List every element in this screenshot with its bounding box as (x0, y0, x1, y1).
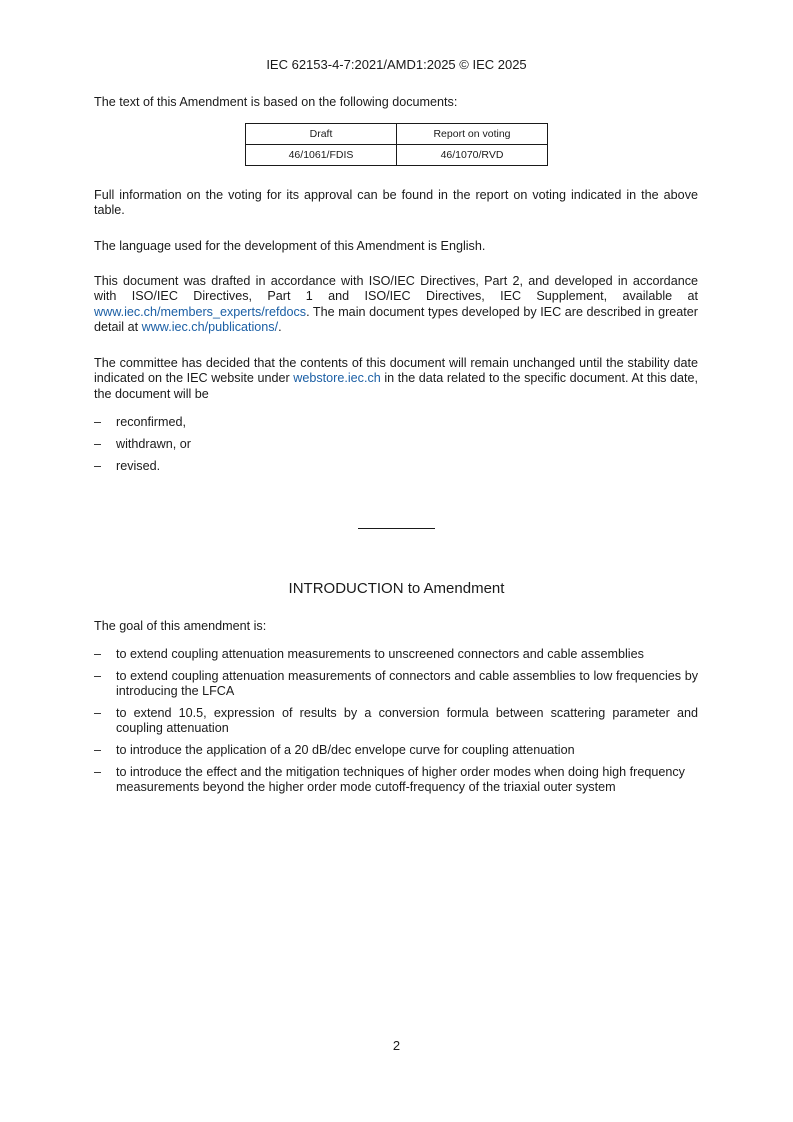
intro-line: The text of this Amendment is based on the following documents: (94, 95, 458, 109)
table-cell-report: 46/1070/RVD (397, 145, 548, 166)
table-header-draft: Draft (246, 124, 397, 145)
list-item: – withdrawn, or (94, 437, 191, 451)
list-item: – to extend 10.5, expression of results by a conversion formula between scattering parameter and coupling attenuation (94, 705, 698, 736)
table-cell-draft: 46/1061/FDIS (246, 145, 397, 166)
list-item: – revised. (94, 459, 161, 473)
voting-documents-table (245, 123, 548, 166)
separator-line (358, 528, 435, 529)
list-item: – to extend coupling attenuation measurements of connectors and cable assemblies to low frequencies by introducing the LFCA (94, 668, 698, 699)
goal-line: The goal of this amendment is: (94, 619, 267, 633)
introduction-heading: INTRODUCTION to Amendment (288, 580, 505, 597)
publications-link[interactable]: www.iec.ch/publications/ (141, 320, 279, 335)
list-item: – to introduce the effect and the mitigation techniques of higher order modes when doing high frequency measurements beyond the higher order mode cutoff-frequency of the triaxial outer system (94, 764, 685, 795)
voting-info-paragraph: Full information on the voting for its approval can be found in the report on voting indicated in the above table. (94, 188, 698, 218)
committee-paragraph: The committee has decided that the contents of this document will remain unchanged until the stability date indicated on the IEC website under webstore.iec.ch in the data related to the specific document. At this date, the document will be (94, 356, 699, 401)
drafted-paragraph: This document was drafted in accordance with ISO/IEC Directives, Part 2, and developed in accordance with ISO/IEC Directives, Part 1 and ISO/IEC Directives, IEC Supplement, available at www.iec.ch/members_experts/refdocs. The main document types developed by IEC are described in greater detail at www.iec.ch/publications/. (94, 274, 698, 335)
page-number: 2 (392, 1038, 401, 1053)
page-header: IEC 62153-4-7:2021/AMD1:2025 © IEC 2025 (266, 57, 527, 72)
webstore-link[interactable]: webstore.iec.ch (293, 371, 381, 386)
list-item: – reconfirmed, (94, 415, 186, 429)
table-row (246, 145, 548, 166)
refdocs-link[interactable]: www.iec.ch/members_experts/refdocs (94, 304, 307, 319)
list-item: – to extend coupling attenuation measurements to unscreened connectors and cable assemblies (94, 647, 644, 661)
list-item: – to introduce the application of a 20 dB/dec envelope curve for coupling attenuation (94, 742, 575, 757)
language-paragraph: The language used for the development of this Amendment is English. (94, 239, 486, 253)
table-header-report: Report on voting (397, 124, 548, 145)
goals-list (94, 647, 698, 795)
status-list (94, 415, 698, 474)
table-header-row (246, 124, 548, 145)
